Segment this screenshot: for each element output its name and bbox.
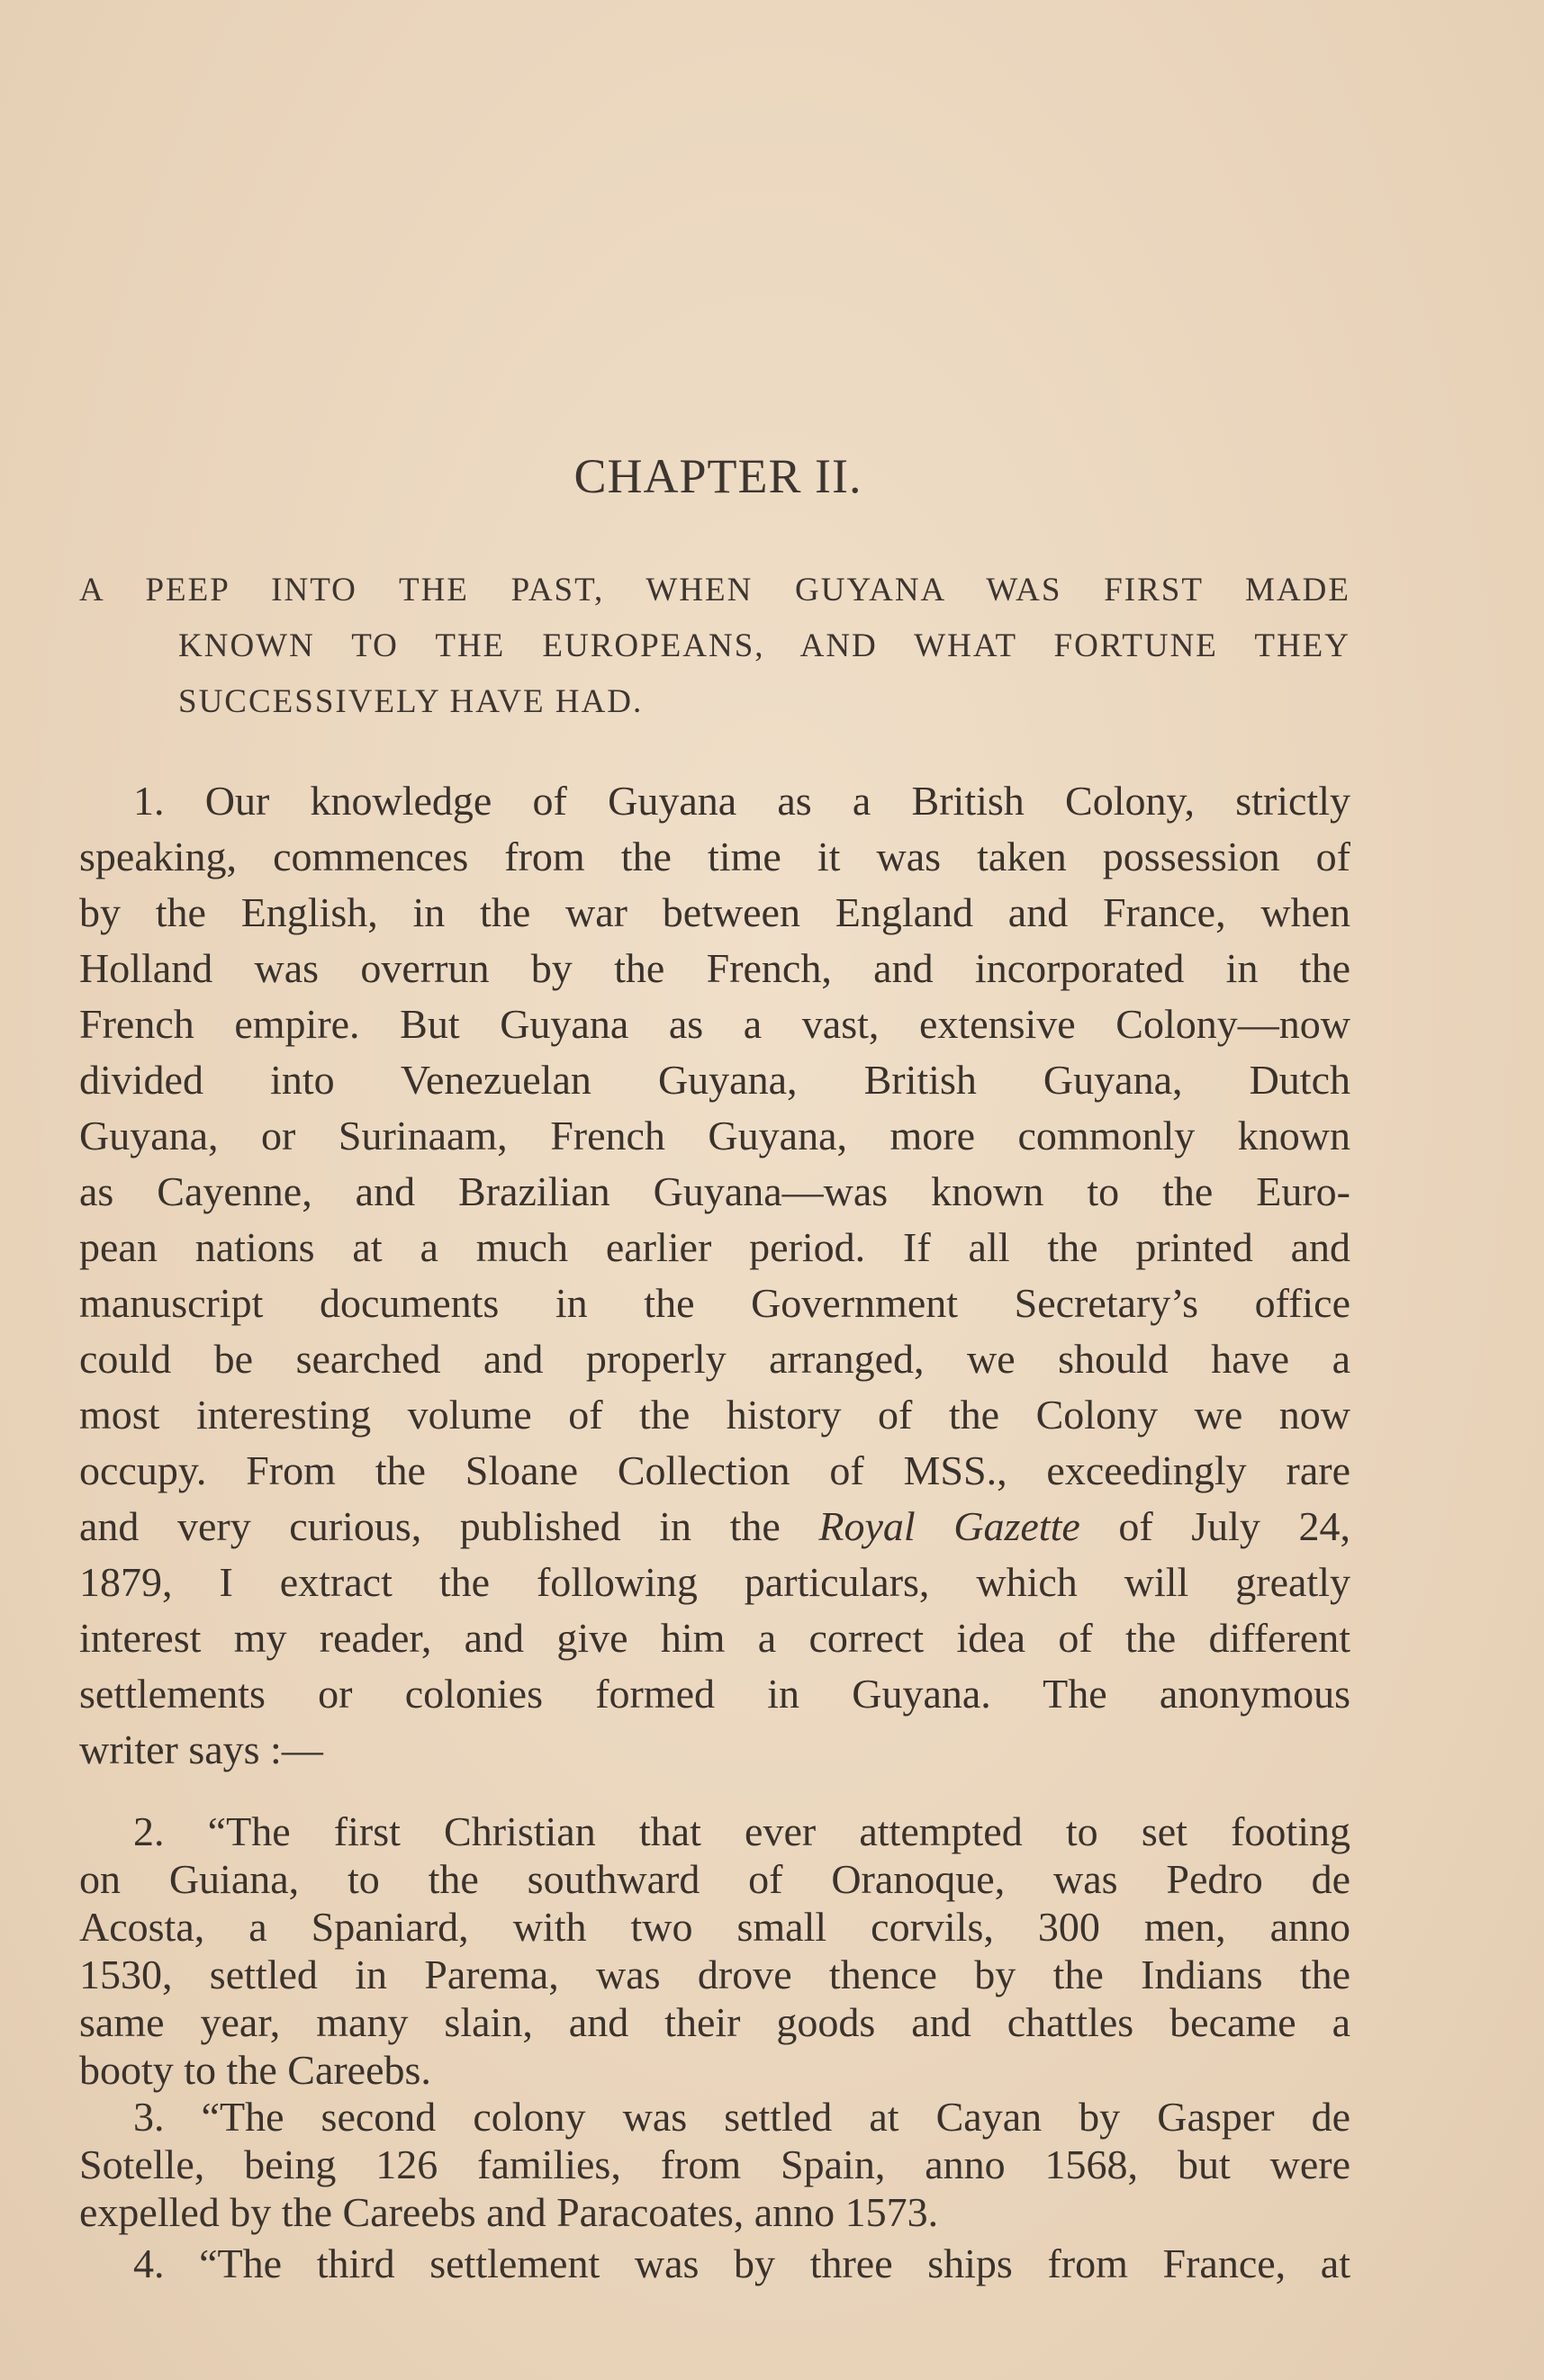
chapter-title: CHAPTER II. bbox=[573, 449, 862, 503]
text-line: same year, many slain, and their goods and chattles became a bbox=[79, 1999, 1350, 2045]
text-line: 2. “The first Christian that ever attempted to set footing bbox=[133, 1808, 1350, 1854]
text-line: interest my reader, and give him a correct idea of the different bbox=[79, 1615, 1350, 1661]
text-line: settlements or colonies formed in Guyana. The anonymous bbox=[79, 1671, 1350, 1717]
text-line: 3. “The second colony was settled at Cayan by Gasper de bbox=[133, 2094, 1350, 2140]
text-segment: and very curious, published in the bbox=[79, 1503, 819, 1549]
text-line: by the English, in the war between England and France, when bbox=[79, 889, 1350, 935]
text-line: most interesting volume of the history of the Colony we now bbox=[79, 1392, 1350, 1438]
text-line: manuscript documents in the Government Secretary’s office bbox=[79, 1280, 1350, 1326]
text-line: on Guiana, to the southward of Oranoque, was Pedro de bbox=[79, 1856, 1350, 1902]
text-line: Guyana, or Surinaam, French Guyana, more commonly known bbox=[79, 1113, 1350, 1158]
chapter-subtitle bbox=[79, 563, 1350, 730]
paragraph-1 bbox=[79, 773, 1350, 1778]
text-line: divided into Venezuelan Guyana, British Guyana, Dutch bbox=[79, 1057, 1350, 1103]
text-line: writer says :— bbox=[79, 1726, 323, 1772]
text-line-with-italic bbox=[79, 1499, 1350, 1555]
text-line: 4. “The third settlement was by three ships from France, at bbox=[133, 2240, 1350, 2286]
text-line: could be searched and properly arranged, we should have a bbox=[79, 1336, 1350, 1382]
text-line: French empire. But Guyana as a vast, extensive Colony—now bbox=[79, 1001, 1350, 1047]
text-line: Acosta, a Spaniard, with two small corvils, 300 men, anno bbox=[79, 1904, 1350, 1950]
text-line: as Cayenne, and Brazilian Guyana—was known to the Euro- bbox=[79, 1168, 1350, 1214]
subtitle-line: A PEEP INTO THE PAST, WHEN GUYANA WAS FIRST MADE bbox=[79, 572, 1350, 609]
text-line: Sotelle, being 126 families, from Spain, anno 1568, but were bbox=[79, 2141, 1350, 2187]
paragraph-2 bbox=[79, 1808, 1350, 2094]
text-line: booty to the Careebs. bbox=[79, 2047, 431, 2093]
subtitle-line: KNOWN TO THE EUROPEANS, AND WHAT FORTUNE THEY bbox=[178, 627, 1350, 664]
subtitle-line: SUCCESSIVELY HAVE HAD. bbox=[178, 683, 644, 720]
text-segment: of July 24, bbox=[1079, 1503, 1351, 1549]
text-line: 1879, I extract the following particulars, which will greatly bbox=[79, 1559, 1350, 1605]
italic-title: Royal Gazette bbox=[818, 1503, 1080, 1549]
text-line: speaking, commences from the time it was taken possession of bbox=[79, 834, 1350, 879]
text-line: Holland was overrun by the French, and incorporated in the bbox=[79, 945, 1350, 991]
text-line: occupy. From the Sloane Collection of MSS., exceedingly rare bbox=[79, 1447, 1350, 1493]
text-line: pean nations at a much earlier period. If all the printed and bbox=[79, 1224, 1350, 1270]
paragraph-3 bbox=[79, 2093, 1350, 2236]
text-line: 1. Our knowledge of Guyana as a British Colony, strictly bbox=[133, 778, 1350, 824]
text-line: 1530, settled in Parema, was drove thence by the Indians the bbox=[79, 1952, 1350, 1997]
paragraph-4 bbox=[79, 2240, 1350, 2287]
text-line: expelled by the Careebs and Paracoates, anno 1573. bbox=[79, 2189, 939, 2235]
